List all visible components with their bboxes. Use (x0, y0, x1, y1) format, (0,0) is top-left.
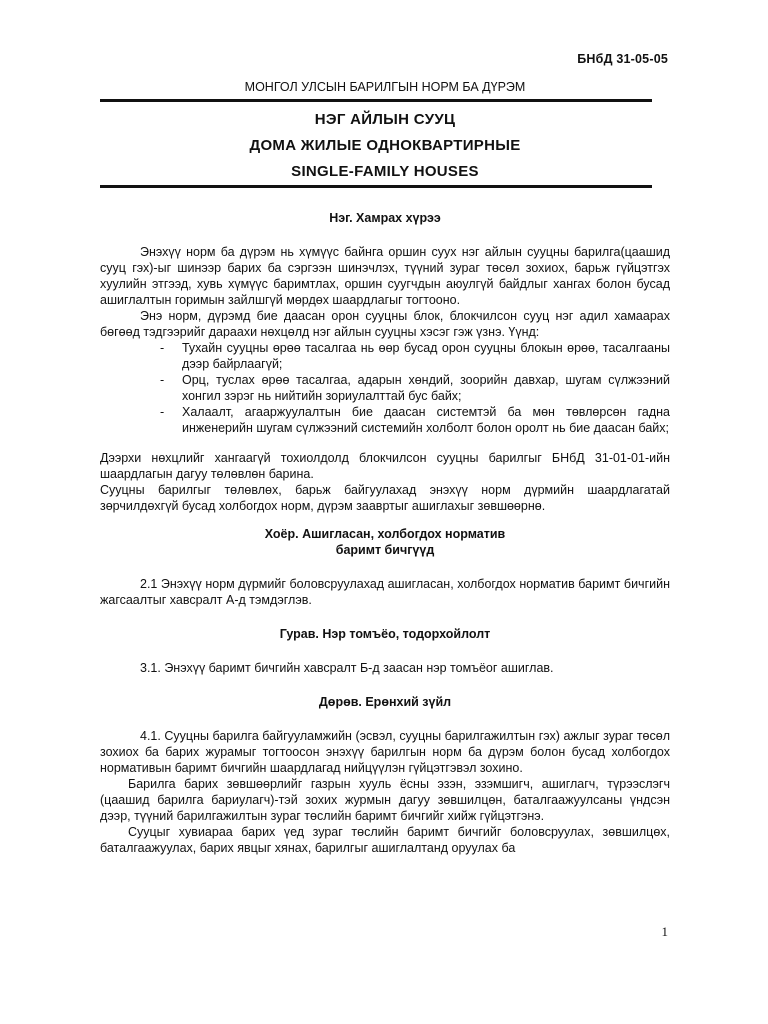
paragraph: Дээрхи нөхцлийг хангаагүй тохиолдолд блокчилсон сууцны барилгыг БНбД 31-01-01-ийн шаардлагын дагуу төлөвлөн барина. (100, 451, 670, 481)
paragraph: Энэхүү норм ба дүрэм нь хүмүүс байнга оршин суух нэг айлын сууцны барилга(цаашид сууц гэх)-ыг шинээр барих ба сэргээн шинэчлэх, түүний зураг төсөл зохиох, барьж гүйцэтгэх хуулийн этгээд, хувь хүмүүс баримтлах, оршин суугчдын аюулгүй байдлыг хангах болон бусад ашиглалтын горимын зайлшгүй мөрдөх шаардлагыг тогтооно. (100, 245, 670, 307)
bottom-rule (100, 185, 652, 188)
section-heading: Хоёр. Ашигласан, холбогдох норматив (264, 527, 506, 541)
top-rule (100, 99, 652, 102)
section-heading-cont: баримт бичгүүд (335, 543, 435, 557)
section-heading: Гурав. Нэр томъёо, тодорхойлолт (279, 627, 491, 641)
organization-header: МОНГОЛ УЛСЫН БАРИЛГЫН НОРМ БА ДҮРЭМ (244, 80, 526, 94)
list-item: - Орц, туслах өрөө тасалгаа, адарын хөндий, зоорийн давхар, шугам сүлжээний хонгил зэрэг нь нийтийн зориулалттай бус байх; (182, 372, 670, 404)
standard-code: БНбД 31-05-05 (577, 52, 668, 66)
paragraph: Сууцыг хувиараа барих үед зураг төслийн баримт бичгийг боловсруулах, зөвшилцөх, баталгаажуулах, барих явцыг хянах, барилгыг ашиглалтанд оруулах ба (100, 825, 670, 855)
title-mongolian: НЭГ АЙЛЫН СУУЦ (314, 111, 456, 128)
paragraph: 3.1. Энэхүү баримт бичгийн хавсралт Б-д заасан нэр томъёог ашиглав. (140, 661, 554, 675)
paragraph: Барилга барих зөвшөөрлийг газрын хууль ёсны эзэн, эзэмшигч, ашиглагч, түрээслэгч (цаашид барилга бариулагч)-тэй зохих журмын дагуу зөвшилцөн, баталгаажуулсаны үндсэн дээр, түүний барилгажилтын зураг төслийн баримт бичгийг хийж гүйцэтгэнэ. (100, 777, 670, 823)
list-item: - Тухайн сууцны өрөө тасалгаа нь өөр бусад орон сууцны блокын өрөө, тасалгааны дээр байрлаагүй; (182, 340, 670, 372)
conditions-list (100, 340, 670, 436)
list-item: - Халаалт, агааржуулалтын бие даасан системтэй ба мөн төвлөрсөн гадна инженерийн шугам сүлжээний системийн холболт болон оролт нь бие даасан байх; (182, 404, 670, 436)
title-english: SINGLE-FAMILY HOUSES (291, 163, 479, 180)
paragraph: Сууцны барилгыг төлөвлөх, барьж байгуулахад энэхүү норм дүрмийн шаардлагатай зөрчилдөхгүй бусад холбогдох норм, дүрэм заавртыг ашиглахыг зөвшөөрнө. (100, 483, 670, 513)
title-russian: ДОМА ЖИЛЫЕ ОДНОКВАРТИРНЫЕ (249, 137, 521, 154)
paragraph: Энэ норм, дүрэмд бие даасан орон сууцны блок, блокчилсон сууц нэг адил хамаарах бөгөөд тэдгээрийг дараахи нөхцөлд нэг айлын сууцны хэсэг гэж үзнэ. Үүнд: (100, 309, 670, 339)
section-heading: Дөрөв. Ерөнхий зүйл (318, 695, 452, 709)
paragraph: 4.1. Сууцны барилга байгууламжийн (эсвэл, сууцны барилгажилтын гэх) ажлыг зураг төсөл зохиох ба барих журамыг тогтоосон энэхүү барилгын норм ба дүрэм болон бусад холбогдох нормативын баримт бичгийн шаардлагад нийцүүлэн гүйцэтгэвэл зохино. (100, 729, 670, 775)
page-number: 1 (661, 924, 668, 939)
section-heading: Нэг. Хамрах хүрээ (329, 211, 441, 225)
paragraph: 2.1 Энэхүү норм дүрмийг боловсруулахад ашигласан, холбогдох норматив баримт бичгийн жагсаалтыг хавсралт А-д тэмдэглэв. (100, 577, 670, 607)
document-body (100, 210, 670, 856)
